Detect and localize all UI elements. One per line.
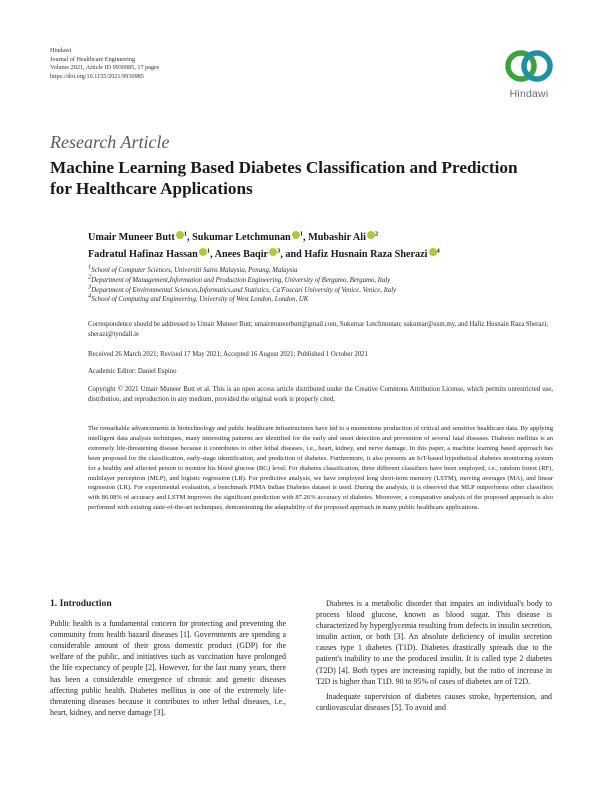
- body-paragraph: Inadequate supervision of diabetes causes stroke, hypertension, and cardiovascular diseases [5]. To avoid and: [316, 691, 552, 712]
- correspondence: Correspondence should be addressed to Umair Muneer Butt; umairmuneerbutt@gmail.com, Sukumar Letchmunan; sukumar@usm.my, and Hafiz Husnain Raza Sherazi; sherazi@tyndall.ie: [88, 321, 549, 338]
- affiliation-item: [88, 295, 558, 305]
- section-heading: 1. Introduction: [50, 598, 112, 609]
- orcid-icon[interactable]: [176, 231, 184, 239]
- volume-info: Volume 2021, Article ID 9930985, 17 pages: [50, 64, 160, 71]
- author-affil-number: 1: [183, 230, 188, 238]
- article-type: Research Article: [50, 132, 170, 152]
- abstract: The remarkable advancements in biotechnology and public healthcare infrastructures have led to a momentous production of critical and sensitive healthcare data. By applying intelligent data analysis techniques, many interesting patterns are identified for the early and onset detection and prevention of several fatal diseases. Diabetes mellitus is an extremely life-threatening disease because it contributes to other lethal diseases, i.e., heart, kidney, and nerve damage. In this paper, a machine learning based approach has been proposed for the classification, early-stage identification, and prediction of diabetes. Furthermore, it also presents an IoT-based hypothetical diabetes monitoring system for a healthy and affected person to monitor his blood glucose (BG) level. For diabetes classification, three different classifiers have been employed, i.e., random forest (RF), multilayer perceptron (MLP), and logistic regression (LR). For predictive analysis, we have employed long short-term memory (LSTM), moving averages (MA), and linear regression (LR). For experimental evaluation, a benchmark PIMA Indian Diabetes dataset is used. During the analysis, it is observed that MLP outperforms other classifiers with 86.08% of accuracy and LSTM improves the significant prediction with 87.26% accuracy of diabetes. Moreover, a comparative analysis of the proposed approach is also performed with existing state-of-the-art techniques, demonstrating the adaptability of the proposed approach in many public healthcare applications.: [88, 425, 553, 512]
- author-separator: ,: [210, 249, 215, 260]
- affiliation-item: [88, 273, 558, 286]
- author-affil-number: 4: [436, 247, 440, 255]
- orcid-icon[interactable]: [292, 231, 300, 239]
- affiliation-number: 2: [88, 273, 92, 281]
- author-separator: ,: [187, 232, 193, 243]
- logo-text: Hindawi: [509, 88, 549, 100]
- author-affil-number: 1: [206, 247, 211, 255]
- author-name: Umair Muneer Butt: [88, 232, 175, 243]
- affiliation-text: Department of Environmental Sciences,Informatics,and Statistics, Ca'Foscari University of Venice, Venice, Italy: [91, 286, 397, 294]
- author-affil-number: 1: [299, 230, 303, 238]
- author-name: Anees Baqir: [214, 249, 269, 260]
- affiliation-item: [88, 283, 558, 296]
- orcid-icon[interactable]: [429, 248, 437, 256]
- body-column-left: [50, 598, 286, 722]
- article-title: Machine Learning Based Diabetes Classification and Prediction for Healthcare Applications: [50, 158, 518, 198]
- author-name: Sukumar Letchmunan: [192, 232, 291, 243]
- affiliation-number: 3: [88, 283, 92, 291]
- author-name: Hafiz Husnain Raza Sherazi: [304, 249, 428, 260]
- affiliation-list: [88, 263, 558, 305]
- affiliation-text: School of Computer Sciences, Universiti Sains Malaysia, Penang, Malaysia: [91, 267, 298, 274]
- journal-name: Journal of Healthcare Engineering: [50, 55, 136, 63]
- author-list: [88, 229, 558, 263]
- affiliation-item: [88, 263, 558, 276]
- publisher-name: Hindawi: [50, 47, 72, 54]
- affiliation-number: 1: [88, 263, 92, 271]
- body-paragraph: Diabetes is a metabolic disorder that impairs an individual's body to process blood glucose, known as blood sugar. This disease is characterized by hyperglycemia resulting from defects in insulin secretion, insulin action, or both [3]. An absolute deficiency of insulin secretion causes type 1 diabetes (T1D). Diabetes drastically spreads due to the patient's inability to use the produced insulin. It is called type 2 diabetes (T2D) [4]. Both types are increasing rapidly, but the ratio of increase in T2D is higher than T1D. 90 to 95% of cases of diabetes are of T2D.: [316, 599, 552, 686]
- affiliation-number: 4: [88, 293, 92, 301]
- body-column-right: [316, 598, 552, 717]
- orcid-icon[interactable]: [367, 231, 375, 239]
- body-paragraph: Public health is a fundamental concern for protecting and preventing the community from health hazard diseases [1]. Governments are spending a considerable amount of their gross domestic product (GDP) for the welfare of the public, and initiatives such as vaccination have prolonged the life expectancy of people [2]. However, for the last many years, there has been a considerable emergence of chronic and genetic diseases affecting public health. Diabetes mellitus is one of the extremely life-threatening diseases because it contributes to other lethal diseases, i.e., heart, kidney, and nerve damage [3].: [50, 619, 286, 717]
- academic-editor: Academic Editor: Daniel Espino: [88, 368, 177, 375]
- author-separator: , and: [280, 249, 305, 260]
- affiliation-text: Department of Management,Information and Production Engineering, University of Bergamo, Bergamo, Italy: [91, 276, 391, 284]
- author-affil-number: 2: [374, 230, 379, 238]
- orcid-icon[interactable]: [269, 248, 277, 256]
- author-name: Fadratul Hafinaz Hassan: [88, 249, 198, 260]
- doi-link[interactable]: https://doi.org/10.1155/2021/9930985: [50, 72, 144, 80]
- publication-dates: Received 26 March 2021; Revised 17 May 2021; Accepted 16 August 2021; Published 1 October 2021: [88, 351, 368, 358]
- orcid-icon[interactable]: [199, 248, 207, 256]
- author-separator: ,: [302, 232, 309, 243]
- author-name: Mubashir Ali: [308, 232, 366, 243]
- journal-header: [50, 47, 310, 81]
- copyright-notice: Copyright © 2021 Umair Muneer Butt et al. This is an open access article distributed under the Creative Commons Attribution License, which permits unrestricted use, distribution, and reproduction in any medium, provided the original work is properly cited.: [88, 386, 553, 404]
- affiliation-text: School of Computing and Engineering, University of West London, London, UK: [91, 296, 309, 304]
- author-affil-number: 3: [277, 247, 281, 255]
